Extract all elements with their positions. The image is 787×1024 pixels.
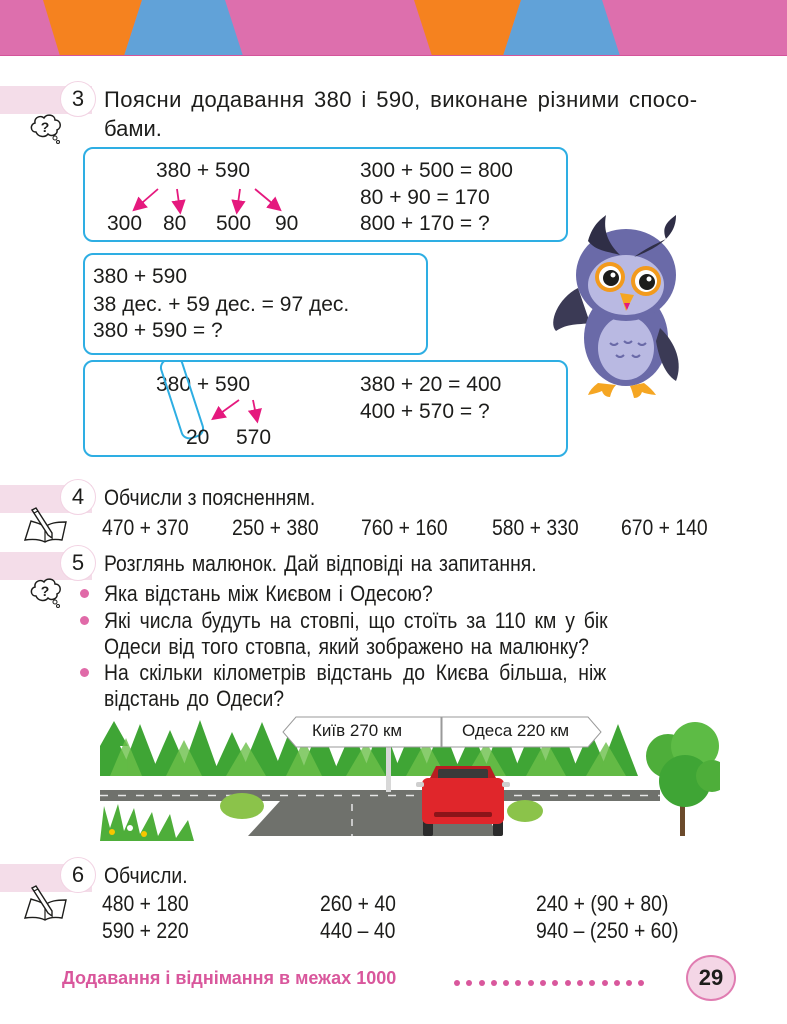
part: 80: [163, 212, 187, 235]
expression: 380 + 590: [156, 373, 251, 396]
step: 400 + 570 = ?: [360, 400, 490, 423]
expression: 250 + 380: [232, 515, 319, 540]
expression: 760 + 160: [361, 515, 448, 540]
method-2-box: [83, 253, 428, 355]
expression: 580 + 330: [492, 515, 579, 540]
task-number: 5: [60, 545, 96, 581]
owl-illustration: [548, 213, 698, 403]
top-banner: [0, 0, 787, 56]
sign-kyiv-label: Київ 270 км: [312, 721, 403, 740]
question: На скільки кілометрів відстань до Києва більша, ніж: [104, 660, 607, 685]
thought-bubble-question-icon: [28, 574, 64, 615]
sign-odesa-label: Одеса 220 км: [462, 721, 570, 740]
expression: 670 + 140: [621, 515, 708, 540]
task-prompt: Поясни додавання 380 і 590, виконане різними спосо-: [104, 87, 698, 112]
step: 380 + 20 = 400: [360, 373, 502, 396]
bullet-icon: [80, 589, 89, 598]
footer-chapter-title: Додавання і віднімання в межах 1000: [62, 968, 397, 988]
direction-sign: [282, 716, 602, 748]
page-number-badge: 29: [686, 955, 736, 1001]
bullet-icon: [80, 668, 89, 677]
question: Які числа будуть на стовпі, що стоїть за 110 км у бік: [104, 608, 608, 633]
expression: 440 – 40: [320, 918, 396, 943]
part: 570: [236, 426, 272, 449]
step: 80 + 90 = 170: [360, 186, 490, 209]
svg-text:?: ?: [40, 583, 50, 599]
expression: 380 + 590: [156, 159, 251, 182]
part: 90: [275, 212, 299, 235]
task-prompt: Розглянь малюнок. Дай відповіді на запитання.: [104, 551, 537, 576]
task-number: 4: [60, 479, 96, 515]
expression: 240 + (90 + 80): [536, 891, 669, 916]
step: 800 + 170 = ?: [360, 212, 490, 235]
part: 500: [216, 212, 252, 235]
thought-bubble-question-icon: [28, 110, 64, 151]
method-1-box: [83, 147, 568, 242]
method-3-box: [83, 360, 568, 457]
question-continued: Одеси від того стовпа, який зображено на малюнку?: [104, 634, 589, 659]
notebook-pencil-icon: [22, 507, 70, 548]
task-number: 3: [60, 81, 96, 117]
expression: 480 + 180: [102, 891, 189, 916]
step: 300 + 500 = 800: [360, 159, 513, 182]
road-scene-illustration: [100, 716, 720, 841]
notebook-pencil-icon: [22, 885, 70, 926]
task-number: 6: [60, 857, 96, 893]
decomposition-arrows: [85, 362, 385, 459]
part: 300: [107, 212, 143, 235]
question-continued: відстань до Одеси?: [104, 686, 285, 711]
expression: 590 + 220: [102, 918, 189, 943]
task-prompt: Обчисли з поясненням.: [104, 485, 316, 510]
bullet-icon: [80, 616, 89, 625]
part: 20: [186, 426, 210, 449]
step: 38 дес. + 59 дес. = 97 дес.: [93, 293, 350, 316]
question: Яка відстань між Києвом і Одесою?: [104, 581, 433, 606]
step: 380 + 590 = ?: [93, 319, 223, 342]
svg-text:?: ?: [40, 119, 50, 135]
task-prompt: Обчисли.: [104, 863, 188, 888]
expression: 380 + 590: [93, 265, 188, 288]
expression: 260 + 40: [320, 891, 396, 916]
expression: 470 + 370: [102, 515, 189, 540]
expression: 940 – (250 + 60): [536, 918, 679, 943]
task-prompt-continued: бами.: [104, 116, 162, 141]
footer-dot-leader: [454, 980, 644, 986]
